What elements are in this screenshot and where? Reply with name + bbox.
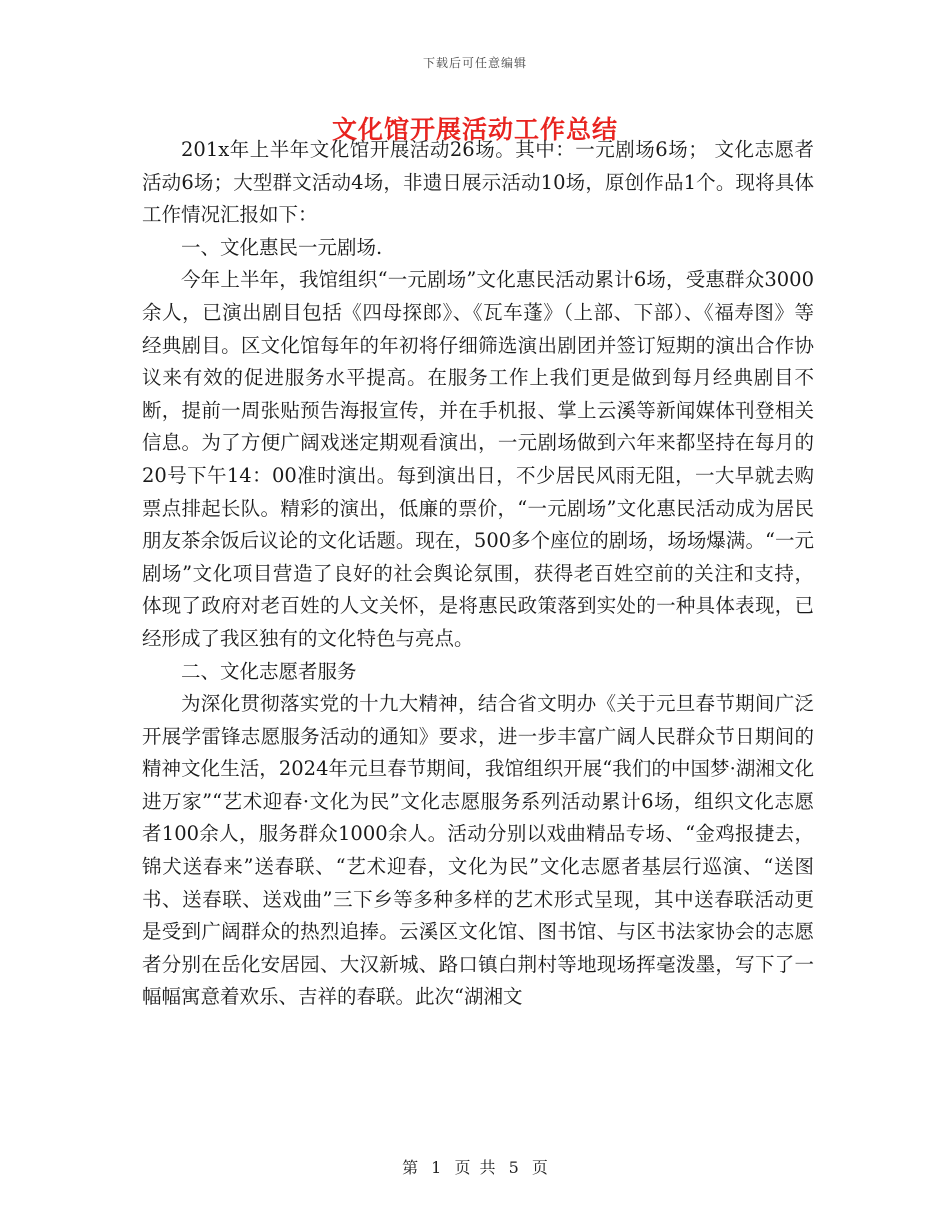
section-heading-2: 二、文化志愿者服务 — [181, 659, 357, 683]
page-label-mid: 页 共 — [454, 1158, 496, 1177]
document-title: 文化馆开展活动工作总结 — [331, 115, 618, 144]
page-current-number: 1 — [431, 1158, 442, 1177]
page-footer — [0, 1155, 950, 1178]
page-label-suffix: 页 — [531, 1158, 548, 1177]
paragraph-theater: 今年上半年，我馆组织“一元剧场”文化惠民活动累计6场，受惠群众3000余人，已演出剧目包括《四母探郎》、《瓦车蓬》（上部、下部）、《福寿图》等经典剧目。区文化馆每年的年初将仔细筛选演出剧团并签订短期的演出合作协议来有效的促进服务水平提高。在服务工作上我们更是做到每月经典剧目不断，提前一周张贴预告海报宣传，并在手机报、掌上云溪等新闻媒体刊登相关信息。为了方便广阔戏迷定期观看演出，一元剧场做到六年来都坚持在每月的20号下午14：00准时演出。每到演出日，不少居民风雨无阻，一大早就去购票点排起长队。精彩的演出，低廉的票价，“一元剧场”文化惠民活动成为居民朋友茶余饭后议论的文化话题。现在，500多个座位的剧场，场场爆满。“一元剧场”文化项目营造了良好的社会舆论氛围，获得老百姓空前的关注和支持，体现了政府对老百姓的人文关怀，是将惠民政策落到实处的一种具体表现，已经形成了我区独有的文化特色与亮点。 — [142, 268, 814, 650]
page-label-prefix: 第 — [402, 1158, 419, 1177]
paragraph-intro: 201x年上半年文化馆开展活动26场。其中：一元剧场6场； 文化志愿者活动6场；大型群文活动4场，非遗日展示活动10场，原创作品1个。现将具体工作情况汇报如下： — [142, 138, 814, 227]
section-heading-1: 一、文化惠民一元剧场. — [181, 235, 383, 259]
page-total-number: 5 — [508, 1158, 519, 1177]
document-body — [142, 134, 814, 1014]
paragraph-volunteer: 为深化贯彻落实党的十九大精神，结合省文明办《关于元旦春节期间广泛开展学雷锋志愿服务活动的通知》要求，进一步丰富广阔人民群众节日期间的精神文化生活，2024年元旦春节期间，我馆组织开展“我们的中国梦·湖湘文化进万家”“艺术迎春·文化为民”文化志愿服务系列活动累计6场，组织文化志愿者100余人，服务群众1000余人。活动分别以戏曲精品专场、“金鸡报捷去，锦犬送春来”送春联、“艺术迎春，文化为民”文化志愿者基层行巡演、“送图书、送春联、送戏曲”三下乡等多种多样的艺术形式呈现，其中送春联活动更是受到广阔群众的热烈追捧。云溪区文化馆、图书馆、与区书法家协会的志愿者分别在岳化安居园、大汉新城、路口镇白荆村等地现场挥毫泼墨，写下了一幅幅寓意着欢乐、吉祥的春联。此次“湖湘文 — [142, 692, 814, 1009]
page-header-note: 下载后可任意编辑 — [422, 56, 527, 70]
